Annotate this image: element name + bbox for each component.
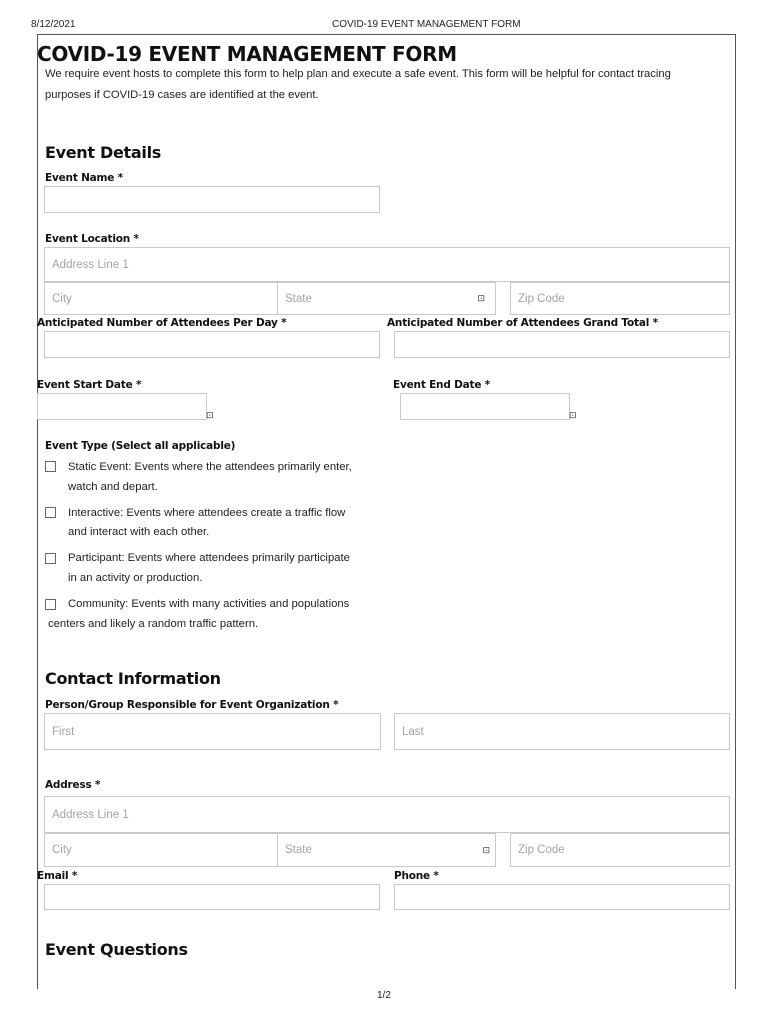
event-name-label: Event Name * (45, 172, 123, 184)
print-doc-title: COVID-19 EVENT MANAGEMENT FORM (332, 19, 521, 30)
event-location-label: Event Location * (45, 233, 139, 245)
event-type-community-line2: centers and likely a random traffic pattern. (48, 618, 259, 630)
phone-input[interactable] (394, 884, 730, 910)
first-name-placeholder: First (52, 725, 75, 738)
contact-city-input[interactable] (44, 833, 278, 867)
form-title: COVID-19 EVENT MANAGEMENT FORM (37, 42, 457, 66)
email-label: Email * (37, 870, 78, 882)
attendees-per-day-label: Anticipated Number of Attendees Per Day * (37, 317, 287, 329)
form-intro-line1: We require event hosts to complete this form to help plan and execute a safe event. This form will be helpful for contact tracing (45, 68, 671, 80)
event-type-participant-line2: in an activity or production. (68, 572, 203, 584)
event-zip-input[interactable] (510, 282, 730, 315)
email-input[interactable] (44, 884, 380, 910)
event-address-line1-input[interactable] (44, 247, 730, 282)
event-name-input[interactable] (44, 186, 380, 213)
end-date-label: Event End Date * (393, 379, 490, 391)
contact-zip-placeholder: Zip Code (518, 844, 565, 856)
contact-address-line1-placeholder: Address Line 1 (52, 808, 129, 821)
event-city-input[interactable] (44, 282, 278, 315)
start-date-label: Event Start Date * (37, 379, 142, 391)
event-type-static-line2: watch and depart. (68, 481, 158, 493)
page-number: 1/2 (377, 990, 391, 1001)
end-date-input[interactable] (400, 393, 570, 420)
event-type-participant-line1: Participant: Events where attendees primarily participate (68, 552, 350, 564)
event-type-label: Event Type (Select all applicable) (45, 440, 236, 452)
form-intro-line2: purposes if COVID-19 cases are identified at the event. (45, 89, 319, 101)
contact-state-select[interactable] (277, 833, 496, 867)
event-questions-heading: Event Questions (45, 940, 188, 959)
event-type-community-line1: Community: Events with many activities and populations (68, 598, 350, 610)
last-name-input[interactable] (394, 713, 730, 750)
event-type-static-checkbox[interactable] (45, 461, 56, 472)
event-details-heading: Event Details (45, 143, 161, 162)
event-zip-placeholder: Zip Code (518, 292, 565, 305)
end-date-calendar-icon[interactable]: ⊡ (569, 410, 577, 420)
event-type-interactive-line1: Interactive: Events where attendees create a traffic flow (68, 507, 346, 519)
event-type-community-checkbox[interactable] (45, 599, 56, 610)
event-address-line1-placeholder: Address Line 1 (52, 258, 129, 271)
contact-heading: Contact Information (45, 669, 221, 688)
address-label: Address * (45, 779, 101, 791)
contact-zip-input[interactable] (510, 833, 730, 867)
contact-state-dropdown-icon[interactable]: ⊡ (482, 845, 490, 855)
last-name-placeholder: Last (402, 725, 424, 738)
responsible-label: Person/Group Responsible for Event Organization * (45, 699, 339, 711)
event-city-placeholder: City (52, 292, 72, 305)
contact-city-placeholder: City (52, 844, 72, 856)
event-state-select[interactable] (277, 282, 496, 315)
start-date-calendar-icon[interactable]: ⊡ (206, 410, 214, 420)
phone-label: Phone * (394, 870, 439, 882)
first-name-input[interactable] (44, 713, 381, 750)
event-type-participant-checkbox[interactable] (45, 553, 56, 564)
event-type-interactive-checkbox[interactable] (45, 507, 56, 518)
event-state-dropdown-icon[interactable]: ⊡ (477, 293, 485, 303)
event-state-placeholder: State (285, 292, 312, 305)
contact-state-placeholder: State (285, 844, 312, 856)
attendees-total-input[interactable] (394, 331, 730, 358)
start-date-input[interactable] (37, 393, 207, 420)
event-type-static-line1: Static Event: Events where the attendees primarily enter, (68, 461, 352, 473)
event-type-interactive-line2: and interact with each other. (68, 526, 210, 538)
attendees-total-label: Anticipated Number of Attendees Grand Total * (387, 317, 658, 329)
contact-address-line1-input[interactable] (44, 796, 730, 833)
print-date: 8/12/2021 (31, 19, 76, 30)
attendees-per-day-input[interactable] (44, 331, 380, 358)
